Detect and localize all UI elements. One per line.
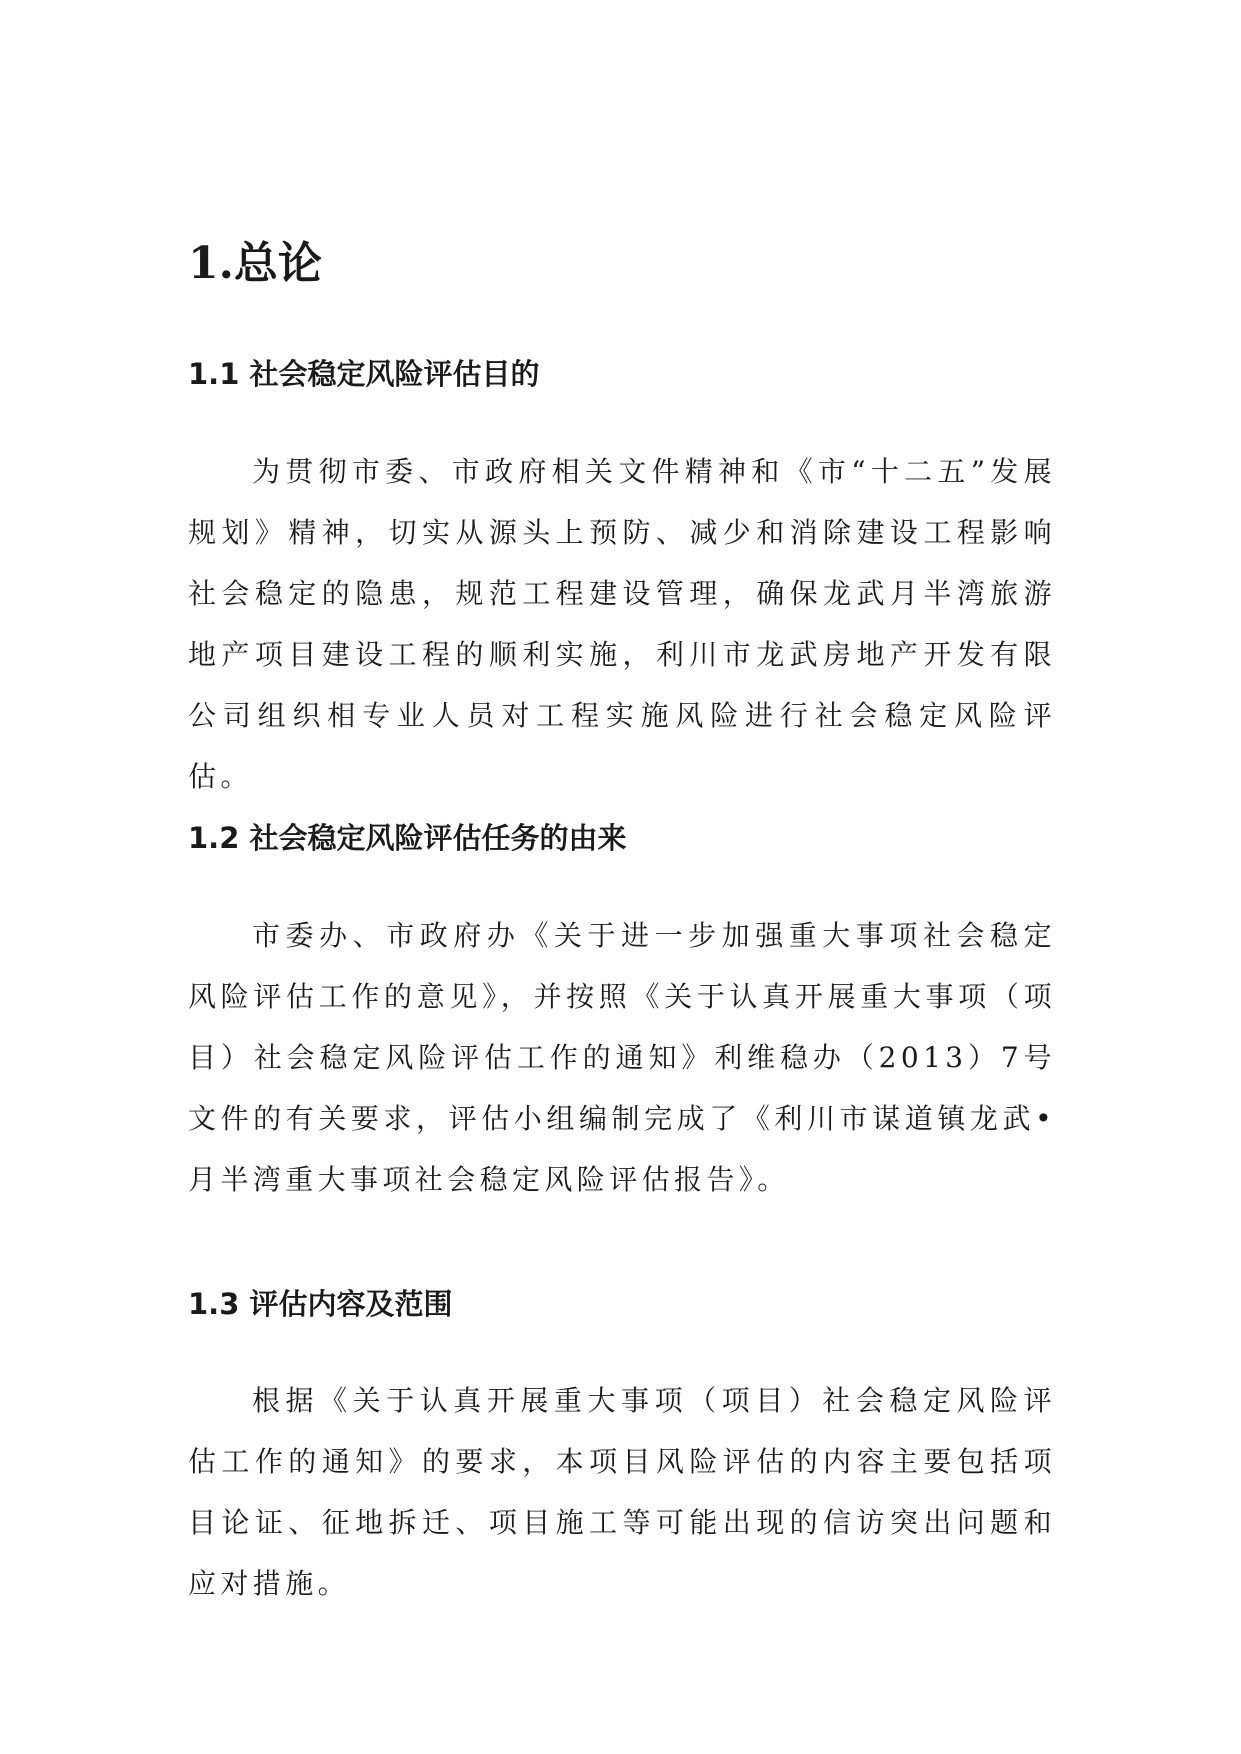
section-heading-1-1: 1.1 社会稳定风险评估目的 <box>188 357 540 391</box>
section-heading-1-3: 1.3 评估内容及范围 <box>188 1287 453 1321</box>
section-paragraph-1-2: 市委办、市政府办《关于进一步加强重大事项社会稳定风险评估工作的意见》，并按照《关于认真开展重大事项（项目）社会稳定风险评估工作的通知》利维稳办（2013）7号文件的有关要求，评估小组编制完成了《利川市谋道镇龙武•月半湾重大事项社会稳定风险评估报告》。 <box>188 919 1056 1196</box>
section-heading-1-2: 1.2 社会稳定风险评估任务的由来 <box>188 821 627 855</box>
section-paragraph-1-3: 根据《关于认真开展重大事项（项目）社会稳定风险评估工作的通知》的要求，本项目风险评估的内容主要包括项目论证、征地拆迁、项目施工等可能出现的信访突出问题和应对措施。 <box>188 1384 1056 1600</box>
section-paragraph-1-1: 为贯彻市委、市政府相关文件精神和《市“十二五”发展规划》精神，切实从源头上预防、减少和消除建设工程影响社会稳定的隐患，规范工程建设管理，确保龙武月半湾旅游地产项目建设工程的顺利实施，利川市龙武房地产开发有限公司组织相专业人员对工程实施风险进行社会稳定风险评估。 <box>188 455 1056 793</box>
chapter-title: 1.总论 <box>188 238 322 289</box>
